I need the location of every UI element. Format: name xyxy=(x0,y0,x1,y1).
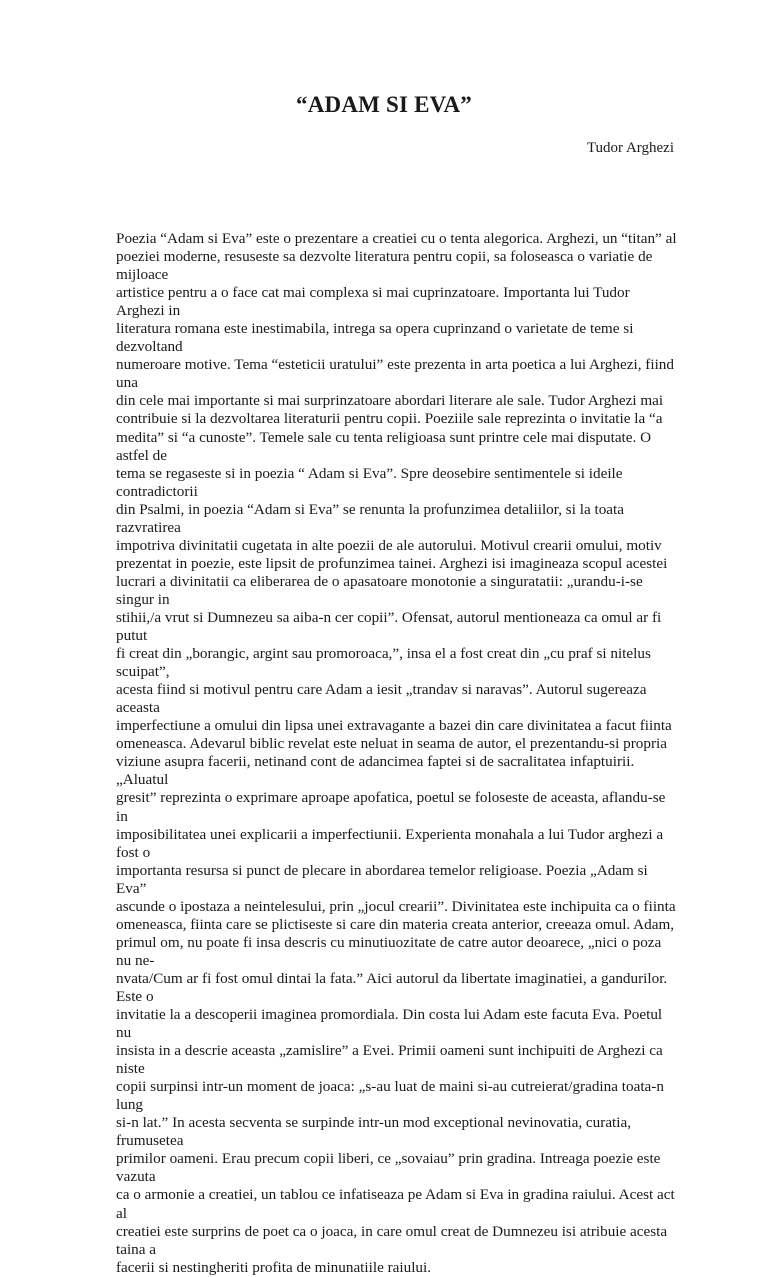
author-name: Tudor Arghezi xyxy=(586,140,674,156)
page-title: “ADAM SI EVA” xyxy=(296,92,472,117)
essay-body: Poezia “Adam si Eva” este o prezentare a creatiei cu o tenta alegorica. Arghezi, un “titan” al poeziei moderne, resuseste sa dezvolte literatura pentru copii, sa foloseasca o variatie de mijloace artistice pentru a o face cat mai complexa si mai cuprinzatoare. Importanta lui Tudor Arghezi in literatura romana este inestimabila, intrega sa opera cuprinzand o varietate de teme si dezvoltand numeroare motive. Tema “esteticii uratului” este prezenta in arta poetica a lui Arghezi, fiind una din cele mai importante si mai surprinzatoare abordari literare ale sale. Tudor Arghezi mai contribuie si la dezvoltarea literaturii pentru copii. Poeziile sale reprezinta o invitatie la “a medita” si “a cunoste”. Temele sale cu tenta religioasa sunt printre cele mai disputate. O astfel de tema se regaseste si in poezia “ Adam si Eva”. Spre deosebire sentimentele si ideile contradictorii din Psalmi, in poezia “Adam si Eva” se renunta la profunzimea detaliilor, si la toata razvratirea impotriva divinitatii cugetata in alte poezii de ale autorului. Motivul crearii omului, motiv prezentat in poezie, este lipsit de profunzimea tainei. Arghezi isi imagineaza scopul acestei lucrari a divinitatii ca eliberarea de o apasatoare monotonie a singuratatii: „urandu-i-se singur in stihii,/a vrut si Dumnezeu sa aiba-n cer copii”. Ofensat, autorul mentioneaza ca omul ar fi putut fi creat din „borangic, argint sau promoroaca,”, insa el a fost creat din „cu praf si nitelus scuipat”, acesta fiind si motivul pentru care Adam a iesit „trandav si naravas”. Autorul sugereaza aceasta imperfectiune a omului din lipsa unei extravagante a bazei din care divinitatea a facut fiinta omeneasca. Adevarul biblic revelat este neluat in seama de autor, el prezentandu-si propria viziune asupra facerii, netinand cont de adancimea faptei si de sacralitatea infaptuirii. „Aluatul gresit” reprezinta o exprimare aproape apofatica, poetul se foloseste de aceasta, aflandu-se in imposibilitatea unei explicarii a imperfectiunii. Experienta monahala a lui Tudor arghezi a fost o importanta resursa si punct de plecare in abordarea temelor religioase. Poezia „Adam si Eva” ascunde o ipostaza a neintelesului, prin „jocul crearii”. Divinitatea este inchipuita ca o fiinta omeneasca, fiinta care se plictiseste si care din materia creata anterior, creeaza omul. Adam, primul om, nu poate fi insa descris cu minutiuozitate de catre autor deoarece, „nici o poza nu ne- nvata/Cum ar fi fost omul dintai la fata.” Aici autorul da libertate imaginatiei, a gandurilor. Este o invitatie la a descoperii imaginea promordiala. Din costa lui Adam este facuta Eva. Poetul nu insista in a descrie aceasta „zamislire” a Evei. Primii oameni sunt inchipuiti de Arghezi ca niste copii surpinsi intr-un moment de joaca: „s-au luat de maini si-au cutreierat/gradina toata-n lung si-n lat.” In acesta secventa se surpinde intr-un mod exceptional nevinovatia, curatia, frumusetea primilor oameni. Erau precum copii liberi, ce „sovaiau” prin gradina. Intreaga poezie este vazuta ca o armonie a creatiei, un tablou ce infatiseaza pe Adam si Eva in gradina raiului. Acest act al creatiei este surprins de poet ca o joaca, in care omul creat de Dumnezeu isi atribuie acesta taina a facerii si nestingheriti profita de minunatiile raiului. xyxy=(116,230,677,1276)
